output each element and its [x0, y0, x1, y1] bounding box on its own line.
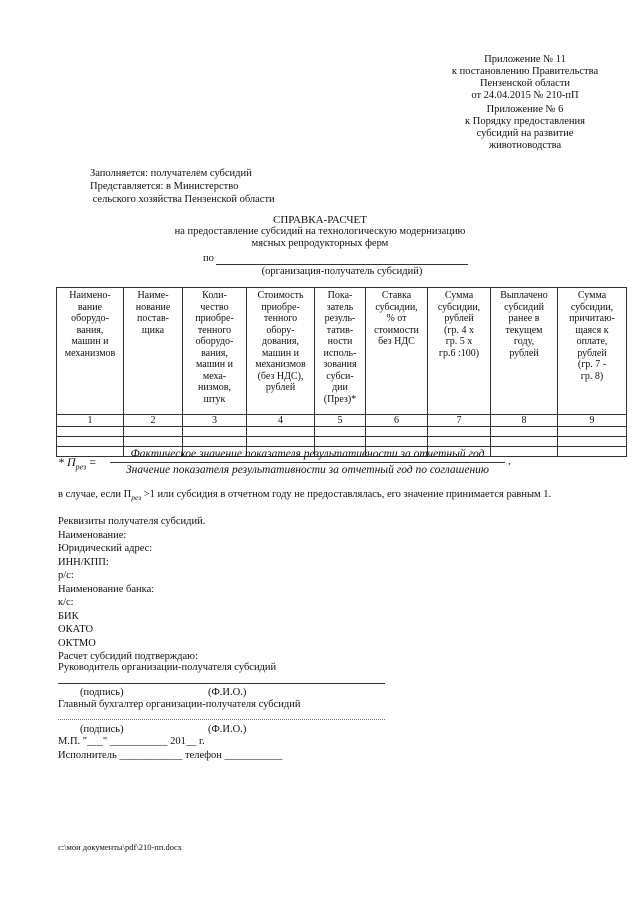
appendix-6-block	[430, 104, 620, 152]
table-cell[interactable]	[366, 427, 428, 437]
organization-name-line[interactable]	[216, 264, 468, 265]
table-cell[interactable]	[491, 437, 558, 447]
table-cell[interactable]	[183, 427, 247, 437]
formula-note	[58, 489, 618, 502]
formula-trailing: ,	[508, 456, 511, 467]
table-row	[57, 427, 627, 437]
fill-info-block	[90, 167, 390, 206]
formula-note-sub: рез	[131, 493, 142, 503]
appendix-6-line: к Порядку предоставления	[465, 116, 585, 127]
formula-prefix: * П	[58, 455, 76, 469]
table-header-cell	[366, 288, 428, 415]
accountant-label: Главный бухгалтер организации-получателя субсидий	[58, 699, 301, 710]
requisites-line: Юридический адрес:	[58, 543, 153, 554]
fill-info-line: сельского хозяйства Пензенской области	[90, 194, 275, 205]
fill-info-line: Заполняется: получателем субсидий	[90, 168, 252, 179]
appendix-11-line: Приложение № 11	[484, 54, 566, 65]
po-prefix: по	[203, 253, 214, 264]
document-title: СПРАВКА-РАСЧЕТ	[273, 214, 367, 226]
table-cell[interactable]	[558, 427, 627, 437]
table-cell[interactable]	[124, 437, 183, 447]
requisites-line: к/с:	[58, 597, 74, 608]
column-number: 2	[124, 415, 183, 427]
requisites-line: ИНН/КПП:	[58, 556, 109, 568]
header-text: Наимено- вание оборудо- вания, машин и механизмов	[64, 290, 116, 359]
appendix-11-line: к постановлению Правительства	[451, 66, 599, 77]
column-number: 3	[183, 415, 247, 427]
column-number: 8	[491, 415, 558, 427]
table-header-cell	[183, 288, 247, 415]
header-text: Коли- чество приобре- тенного оборудо- вания, машин и меха- низмов, штук	[195, 290, 234, 405]
header-text: Пока- затель резуль- татив- ности исполь- зования субси- дии (През)*	[323, 290, 357, 405]
table-row	[57, 437, 627, 447]
executor-line: Исполнитель ____________ телефон ___________	[58, 750, 283, 761]
table-cell[interactable]	[315, 427, 366, 437]
table-cell[interactable]	[57, 427, 124, 437]
requisites-line: р/с:	[58, 570, 74, 581]
column-number: 6	[366, 415, 428, 427]
formula-denominator: Значение показателя результативности за отчетный год по соглашению	[125, 464, 490, 476]
head-fio-caption: (Ф.И.О.)	[208, 687, 247, 698]
column-number: 7	[428, 415, 491, 427]
organization-caption: (организация-получатель субсидий)	[261, 266, 423, 277]
table-header-cell	[558, 288, 627, 415]
table-cell[interactable]	[247, 427, 315, 437]
header-text: Сумма субсидии, причитаю- щаяся к оплате, рублей (гр. 7 - гр. 8)	[569, 290, 615, 382]
column-number-row	[57, 415, 627, 427]
requisites-line: БИК	[58, 610, 79, 622]
requisites-line: Расчет субсидий подтверждаю:	[58, 651, 198, 662]
requisites-line: Наименование:	[58, 529, 127, 541]
formula-numerator: Фактическое значение показателя результативности за отчетный год	[110, 447, 505, 463]
formula-subscript: рез	[75, 462, 87, 472]
formula-note-before: в случае, если П	[58, 489, 132, 500]
column-number: 5	[315, 415, 366, 427]
table-cell[interactable]	[428, 427, 491, 437]
requisites-line: ОКТМО	[58, 637, 96, 649]
appendix-6-line: субсидий на развитие	[476, 128, 574, 139]
column-number: 9	[558, 415, 627, 427]
appendix-6-line: животноводства	[488, 140, 562, 151]
formula-lhs	[58, 455, 96, 471]
accountant-sign-caption: (подпись)	[80, 724, 124, 735]
table-cell[interactable]	[558, 437, 627, 447]
mp-date-line: М.П. "___" ___________ 201__ г.	[58, 736, 205, 747]
table-header-cell	[247, 288, 315, 415]
formula-equals: =	[89, 455, 97, 469]
head-label: Руководитель организации-получателя субсидий	[58, 662, 277, 673]
accountant-fio-caption: (Ф.И.О.)	[208, 724, 247, 735]
table-cell[interactable]	[183, 437, 247, 447]
header-text: Стоимость приобре- тенного обору- дования, машин и механизмов (без НДС), рублей	[255, 290, 306, 393]
formula-note-after: >1 или субсидия в отчетном году не предоставлялась, его значение принимается равным 1.	[141, 489, 552, 500]
column-number: 1	[57, 415, 124, 427]
header-text: Выплачено субсидий ранее в текущем году, рублей	[500, 290, 548, 359]
document-title-block	[150, 214, 490, 250]
appendix-6-line: Приложение № 6	[486, 104, 564, 115]
column-number: 4	[247, 415, 315, 427]
header-text: Ставка субсидии, % от стоимости без НДС	[374, 290, 419, 347]
table-header-cell	[428, 288, 491, 415]
table-cell[interactable]	[428, 437, 491, 447]
appendix-11-block	[430, 54, 620, 102]
table-cell[interactable]	[57, 437, 124, 447]
requisites-line: Наименование банка:	[58, 583, 155, 595]
table-header-cell	[124, 288, 183, 415]
table-header-row	[57, 288, 627, 415]
accountant-signature-line[interactable]	[58, 719, 385, 720]
document-subtitle-line: на предоставление субсидий на технологическую модернизацию	[174, 226, 466, 237]
head-sign-caption: (подпись)	[80, 687, 124, 698]
requisites-line: ОКАТО	[58, 624, 94, 635]
header-text: Наиме- нование постав- щика	[135, 290, 171, 336]
appendix-11-line: от 24.04.2015 № 210-пП	[471, 90, 579, 101]
table-cell[interactable]	[366, 437, 428, 447]
table-cell[interactable]	[247, 437, 315, 447]
table-cell[interactable]	[558, 447, 627, 457]
table-cell[interactable]	[315, 437, 366, 447]
head-signature-line[interactable]	[58, 683, 385, 684]
table-header-cell	[491, 288, 558, 415]
requisites-line: Реквизиты получателя субсидий.	[58, 516, 206, 527]
file-path-footer: c:\мои документы\pdf\210-пп.docx	[58, 842, 183, 852]
table-header-cell	[57, 288, 124, 415]
requisites-block	[58, 515, 458, 664]
fill-info-line: Представляется: в Министерство	[90, 181, 239, 192]
appendix-11-line: Пензенской области	[479, 78, 571, 89]
table-cell[interactable]	[124, 427, 183, 437]
table-cell[interactable]	[491, 427, 558, 437]
subsidy-table	[56, 287, 627, 457]
header-text: Сумма субсидии, рублей (гр. 4 х гр. 5 х гр.6 :100)	[437, 290, 481, 359]
document-subtitle-line: мясных репродукторных ферм	[251, 238, 389, 249]
formula-fraction	[110, 447, 505, 478]
table-header-cell	[315, 288, 366, 415]
